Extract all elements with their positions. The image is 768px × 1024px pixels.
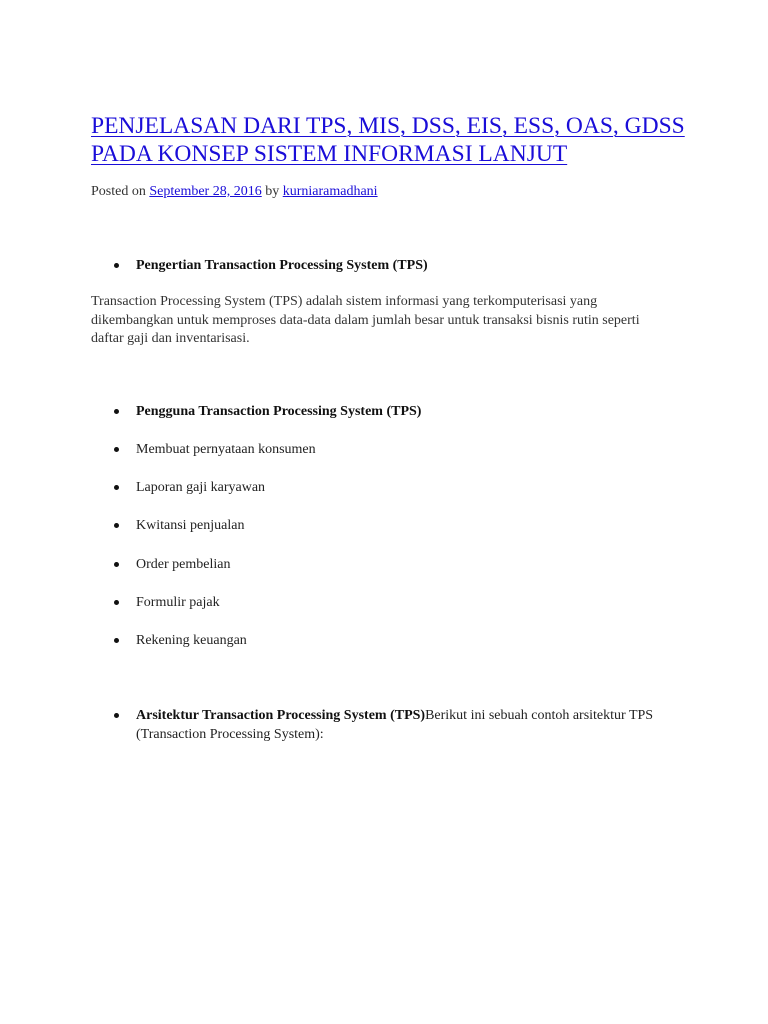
list-item-text: Laporan gaji karyawan — [136, 480, 266, 495]
author-link[interactable]: kurniaramadhani — [282, 184, 378, 199]
post-meta — [91, 183, 378, 201]
bullet-icon — [114, 562, 119, 567]
bullet-icon — [114, 638, 119, 643]
list-item-text: Order pembelian — [136, 557, 231, 572]
list-item-text: Membuat pernyataan konsumen — [136, 442, 316, 457]
list-item-text: Rekening keuangan — [136, 633, 247, 648]
tps-definition-paragraph: Transaction Processing System (TPS) adalah sistem informasi yang terkomputerisasi yang dikembangkan untuk memproses data-data dalam jumlah besar untuk transaksi bisnis rutin seperti daftar gaji dan inventarisasi. — [91, 294, 640, 346]
section-heading-text — [136, 706, 676, 744]
section-heading-text: Pengertian Transaction Processing System (TPS) — [136, 258, 428, 273]
by-label: by — [265, 184, 280, 199]
posted-on-label: Posted on — [91, 184, 146, 199]
bullet-icon — [114, 523, 119, 528]
bullet-icon — [114, 447, 119, 452]
bullet-icon — [114, 600, 119, 605]
bullet-icon — [114, 485, 119, 490]
arsitektur-description: Berikut ini sebuah contoh arsitektur TPS (Transaction Processing System): — [136, 708, 654, 742]
arsitektur-heading: Arsitektur Transaction Processing System (TPS) — [136, 708, 426, 723]
section-heading-text: Pengguna Transaction Processing System (TPS) — [136, 404, 422, 419]
bullet-icon — [114, 713, 119, 718]
bullet-icon — [114, 409, 119, 414]
bullet-icon — [114, 263, 119, 268]
post-date-link[interactable]: September 28, 2016 — [149, 184, 262, 199]
article-title[interactable]: PENJELASAN DARI TPS, MIS, DSS, EIS, ESS, OAS, GDSS PADA KONSEP SISTEM INFORMASI LANJUT — [91, 113, 685, 167]
list-item-text: Formulir pajak — [136, 595, 220, 610]
list-item-text: Kwitansi penjualan — [136, 518, 245, 533]
